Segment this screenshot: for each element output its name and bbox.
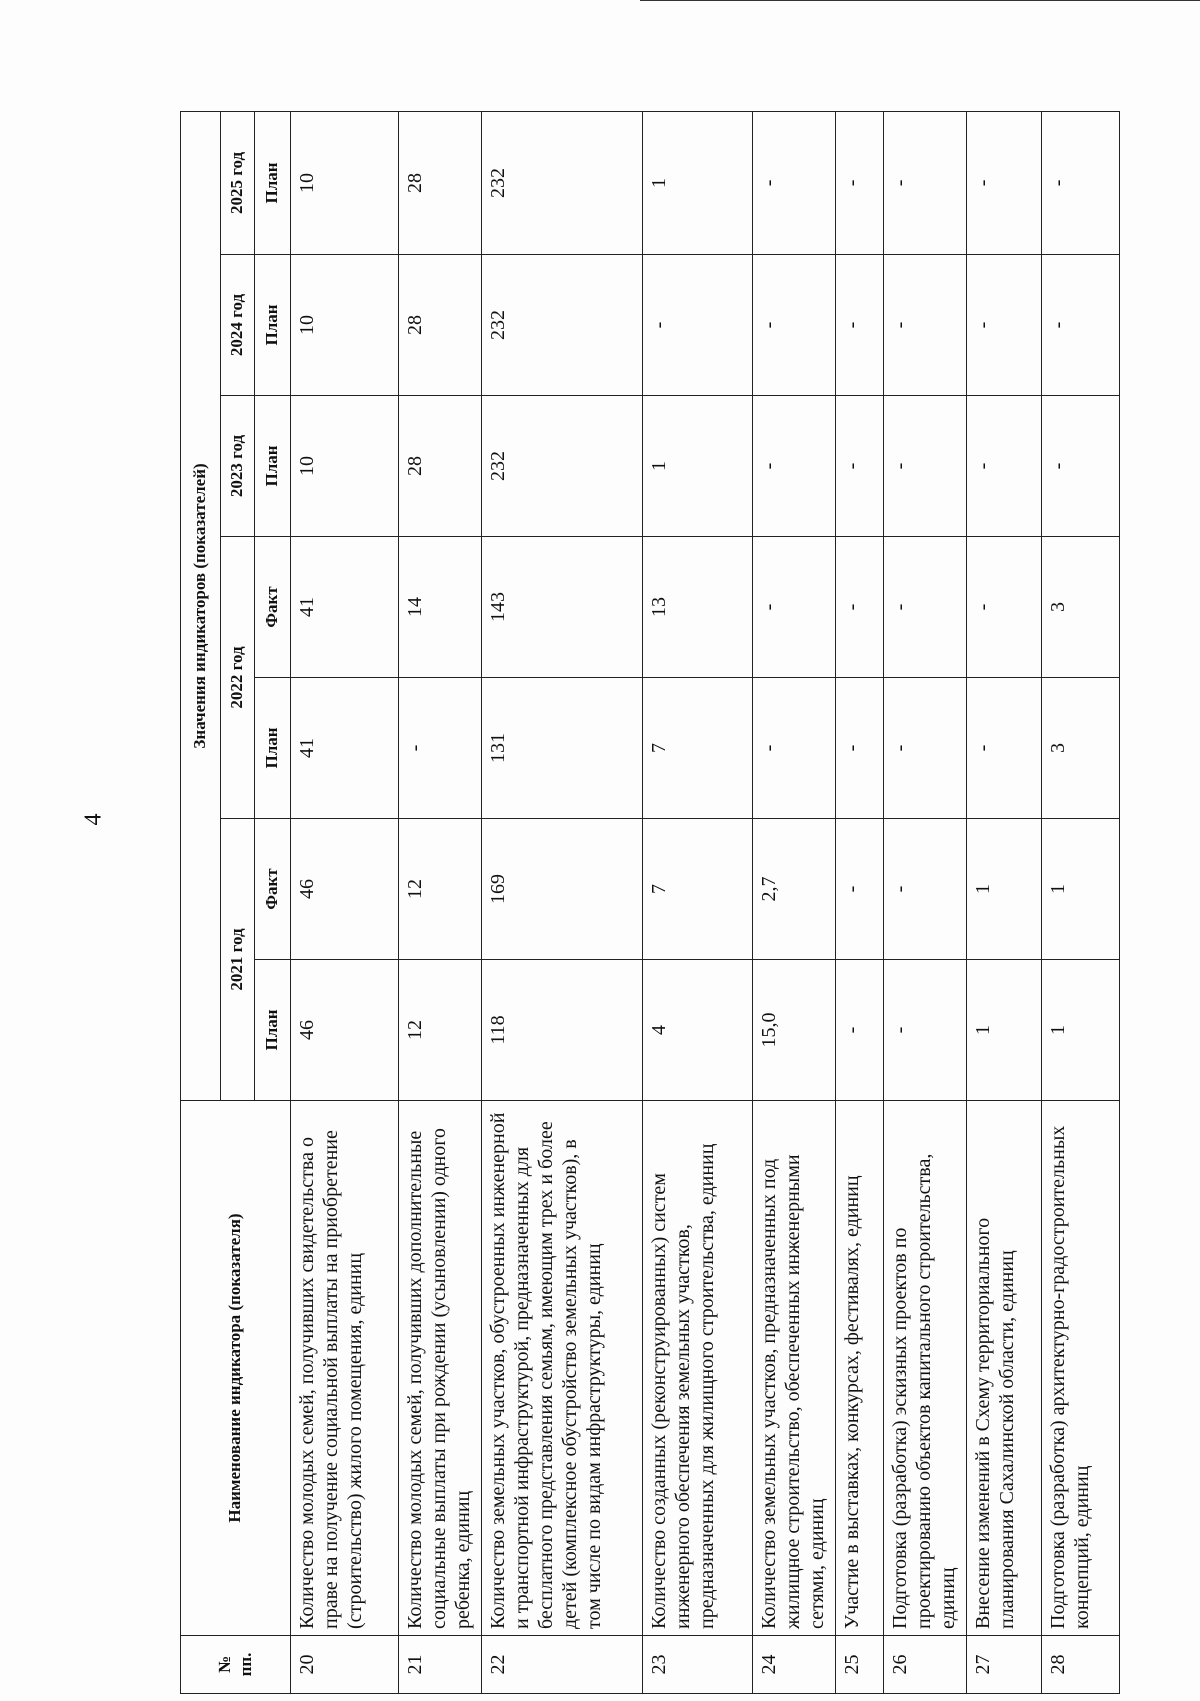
row-num: 26 <box>884 1636 967 1694</box>
row-value: - <box>752 537 835 678</box>
row-name: Количество созданных (реконструированных) систем инженерного обеспечения земельных участков, предназначенных для жилищного строительства, единиц <box>642 1101 752 1636</box>
row-value: - <box>967 537 1042 678</box>
header-year-2024: 2024 год <box>221 255 255 396</box>
header-sub: Факт <box>255 537 291 678</box>
row-value: - <box>1042 396 1120 537</box>
row-value: 10 <box>291 396 399 537</box>
row-name: Количество молодых семей, получивших дополнительные социальные выплаты при рождении (усыновлении) одного ребенка, единиц <box>399 1101 482 1636</box>
row-value: - <box>967 111 1042 254</box>
row-num: 28 <box>1042 1636 1120 1694</box>
row-value: 143 <box>481 537 642 678</box>
row-value: - <box>835 819 884 960</box>
table-row <box>291 111 399 1693</box>
row-name: Внесение изменений в Схему территориального планирования Сахалинской области, единиц <box>967 1101 1042 1636</box>
row-value: 46 <box>291 819 399 960</box>
row-value: 15,0 <box>752 960 835 1101</box>
header-year-2021: 2021 год <box>221 819 255 1101</box>
header-sub: План <box>255 255 291 396</box>
header-sub: План <box>255 111 291 254</box>
row-value: 13 <box>642 537 752 678</box>
table-row <box>481 111 642 1693</box>
header-name: Наименование индикатора (показателя) <box>181 1101 291 1636</box>
row-value: 41 <box>291 537 399 678</box>
header-year-2022: 2022 год <box>221 537 255 819</box>
row-value: 1 <box>1042 960 1120 1101</box>
row-num: 20 <box>291 1636 399 1694</box>
header-sub: План <box>255 678 291 819</box>
row-value: 169 <box>481 819 642 960</box>
row-value: - <box>967 678 1042 819</box>
header-values-group: Значения индикаторов (показателей) <box>181 111 221 1100</box>
row-value: - <box>752 111 835 254</box>
row-value: 1 <box>967 960 1042 1101</box>
row-value: 1 <box>642 111 752 254</box>
row-name: Подготовка (разработка) эскизных проектов по проектированию объектов капитального строительства, единиц <box>884 1101 967 1636</box>
row-num: 23 <box>642 1636 752 1694</box>
row-value: 41 <box>291 678 399 819</box>
row-name: Количество земельных участков, предназначенных под жилищное строительство, обеспеченных инженерными сетями, единиц <box>752 1101 835 1636</box>
row-value: 118 <box>481 960 642 1101</box>
header-year-2023: 2023 год <box>221 396 255 537</box>
row-value: - <box>835 111 884 254</box>
table-row <box>967 111 1042 1693</box>
table-row <box>1042 111 1120 1693</box>
row-name: Количество земельных участков, обустроенных инженерной и транспортной инфраструктурой, предназначенных для бесплатного представления семьям, имеющим трех и более детей (комплексное обустройство земельных участков), в том числе по видам инфраструктуры, единиц <box>481 1101 642 1636</box>
table-row <box>835 111 884 1693</box>
header-num: № пп. <box>181 1636 291 1694</box>
row-value: - <box>884 819 967 960</box>
row-num: 21 <box>399 1636 482 1694</box>
row-value: - <box>884 678 967 819</box>
row-value: - <box>967 255 1042 396</box>
row-value: - <box>642 255 752 396</box>
row-num: 27 <box>967 1636 1042 1694</box>
header-year-2025: 2025 год <box>221 111 255 254</box>
row-value: 131 <box>481 678 642 819</box>
row-num: 22 <box>481 1636 642 1694</box>
row-name: Подготовка (разработка) архитектурно-градостроительных концепций, единиц <box>1042 1101 1120 1636</box>
row-value: 7 <box>642 819 752 960</box>
row-value: 4 <box>642 960 752 1101</box>
row-value: - <box>752 255 835 396</box>
indicators-table <box>180 111 1120 1694</box>
row-value: - <box>399 678 482 819</box>
row-value: - <box>835 960 884 1101</box>
row-value: - <box>884 255 967 396</box>
row-value: - <box>752 396 835 537</box>
row-value: 1 <box>642 396 752 537</box>
row-value: - <box>1042 111 1120 254</box>
row-value: - <box>1042 255 1120 396</box>
table-row <box>884 111 967 1693</box>
row-value: 2,7 <box>752 819 835 960</box>
row-value: - <box>884 960 967 1101</box>
row-value: 28 <box>399 255 482 396</box>
row-value: 1 <box>1042 819 1120 960</box>
row-value: - <box>884 111 967 254</box>
row-value: 14 <box>399 537 482 678</box>
row-value: 12 <box>399 819 482 960</box>
table-row <box>642 111 752 1693</box>
row-value: 46 <box>291 960 399 1101</box>
row-value: - <box>835 537 884 678</box>
row-value: - <box>967 396 1042 537</box>
row-value: - <box>835 678 884 819</box>
row-value: 3 <box>1042 678 1120 819</box>
row-value: 28 <box>399 396 482 537</box>
row-value: - <box>752 678 835 819</box>
row-value: - <box>835 255 884 396</box>
table-row <box>752 111 835 1693</box>
row-value: 7 <box>642 678 752 819</box>
header-sub: План <box>255 396 291 537</box>
row-num: 25 <box>835 1636 884 1694</box>
row-value: 10 <box>291 111 399 254</box>
row-value: 232 <box>481 396 642 537</box>
row-value: 28 <box>399 111 482 254</box>
row-name: Количество молодых семей, получивших свидетельства о праве на получение социальной выплаты на приобретение (строительство) жилого помещения, единиц <box>291 1101 399 1636</box>
row-value: 10 <box>291 255 399 396</box>
row-value: 1 <box>967 819 1042 960</box>
top-rule <box>640 0 1200 1</box>
rotated-table-wrapper <box>180 112 1120 1694</box>
header-sub: План <box>255 960 291 1101</box>
table-row <box>399 111 482 1693</box>
row-num: 24 <box>752 1636 835 1694</box>
row-value: 12 <box>399 960 482 1101</box>
row-value: - <box>884 537 967 678</box>
row-value: - <box>884 396 967 537</box>
row-value: 232 <box>481 111 642 254</box>
page-number: 4 <box>80 813 107 826</box>
row-value: - <box>835 396 884 537</box>
row-value: 3 <box>1042 537 1120 678</box>
row-value: 232 <box>481 255 642 396</box>
row-name: Участие в выставках, конкурсах, фестивалях, единиц <box>835 1101 884 1636</box>
header-sub: Факт <box>255 819 291 960</box>
